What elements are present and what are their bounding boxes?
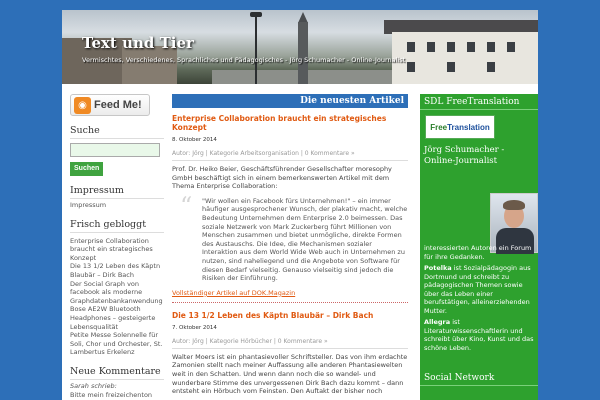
header-banner	[62, 10, 538, 84]
social-network-heading: Social Network	[420, 370, 538, 386]
banner-window	[507, 42, 515, 52]
coauthor-text: ist Literaturwissenschaftlerin und schreibt über Kino, Kunst und das schöne Leben.	[424, 318, 534, 352]
logo-part: Free	[430, 122, 448, 132]
banner-house	[392, 32, 538, 84]
post-meta: Autor: Jörg | Kategorie Hörbücher | 0 Kommentare »	[172, 338, 408, 349]
post-1	[172, 114, 408, 303]
post-date: 7. Oktober 2014	[172, 324, 217, 331]
site-description: Vermischtes, Verschiedenes, Sprachliches und Pädagogisches - Jörg Schumacher - Online-Journalist	[82, 56, 406, 64]
main-content	[172, 94, 408, 396]
recent-post-link[interactable]: Graphdatenbankanwendung	[70, 296, 163, 305]
post-title-link[interactable]: Die 13 1/2 Leben des Käptn Blaubär – Dirk Bach	[172, 310, 374, 320]
coauthor-text: ist Sozialpädagogin aus Dortmund und schreibt zu pädagogischen Themen sowie über das Leben einer berufstätigen, alleinerziehenden Mutter.	[424, 264, 531, 315]
recent-post-link[interactable]: Konzept	[70, 253, 97, 262]
photo-hair	[503, 200, 525, 210]
rss-icon: ◉	[74, 97, 91, 114]
freetranslation-logo-link[interactable]	[425, 115, 495, 139]
comments-heading: Neue Kommentare	[70, 366, 164, 380]
recent-post-link[interactable]: Enterprise Collaboration	[70, 236, 149, 245]
coauthor-potelka	[424, 264, 534, 316]
left-sidebar	[70, 94, 164, 400]
impressum-link[interactable]: Impressum	[70, 201, 107, 209]
coauthor-name[interactable]: Potelka	[424, 264, 452, 272]
banner-church-tower	[298, 22, 308, 84]
post-2	[172, 311, 408, 396]
post-date: 8. Oktober 2014	[172, 137, 217, 143]
recent-post-link[interactable]: Lebensqualität	[70, 322, 119, 331]
quote-icon: “	[180, 191, 193, 220]
recent-post-link[interactable]: Headphones – gesteigerte	[70, 313, 156, 322]
banner-lamp-post	[255, 14, 257, 84]
banner-window	[467, 42, 475, 52]
banner-window	[447, 42, 455, 52]
main-heading: Die neuesten Artikel	[172, 94, 408, 108]
post-quote	[180, 191, 408, 283]
banner-window	[487, 62, 495, 72]
feed-me-button[interactable]	[70, 94, 150, 116]
recent-post-link[interactable]: Die 13 1/2 Leben des Käptn	[70, 262, 161, 271]
post-meta: Autor: Jörg | Kategorie Arbeitsorganisation | 0 Kommentare »	[172, 150, 408, 161]
recent-posts-list	[70, 237, 164, 357]
search-input[interactable]	[70, 143, 160, 157]
impressum-heading: Impressum	[70, 185, 164, 199]
recent-post-link[interactable]: Blaubär – Dirk Bach	[70, 270, 134, 279]
coauthor-allegra	[424, 318, 534, 352]
search-button[interactable]: Suchen	[70, 162, 103, 176]
banner-window	[447, 62, 455, 72]
full-article-link[interactable]: Vollständiger Artikel auf DOK.Magazin	[172, 289, 408, 303]
recent-post-link[interactable]: facebook als moderne	[70, 288, 143, 297]
banner-window	[487, 42, 495, 52]
coauthor-name[interactable]: Allegra	[424, 318, 451, 326]
post-text: Prof. Dr. Heiko Beier, Geschäftsführender Gesellschafter moresophy GmbH beschäftigt sich in einem bemerkenswerten Artikel mit dem Thema Enterprise Collaboration:	[172, 165, 392, 191]
recent-post-link[interactable]: Der Social Graph von	[70, 279, 140, 288]
comment-author-name: Sarah schrieb:	[70, 381, 117, 390]
recent-post-link[interactable]: braucht ein strategisches	[70, 245, 153, 254]
search-heading: Suche	[70, 125, 164, 139]
post-title-link[interactable]: Enterprise Collaboration braucht ein strategisches Konzept	[172, 114, 387, 132]
author-name: Jörg Schumacher - Online-Journalist	[424, 145, 505, 166]
recent-post-link[interactable]: Lambertus Erkelenz	[70, 348, 135, 357]
recent-posts-heading: Frisch gebloggt	[70, 219, 164, 233]
banner-window	[407, 42, 415, 52]
post-text: Walter Moers ist ein phantasievoller Schriftsteller. Das von ihm erdachte Zamonien stellt nach meiner Auffassung alle anderen Phantasiewelten weit in den Schatten. Und wenn dann noch die so wandel- und wunderbare Stimme des unvergessenen Dirk Bach dazu kommt – dann entsteht ein Hörbuch vom Feinsten. Den Auftakt der bisher noch	[172, 352, 408, 396]
freetranslation-heading: SDL FreeTranslation	[420, 94, 538, 110]
site-title[interactable]: Text und Tier	[82, 34, 194, 52]
right-sidebar	[420, 94, 538, 400]
recent-post-link[interactable]: Petite Messe Solennelle für	[70, 331, 159, 340]
page	[62, 10, 538, 400]
recent-post-link[interactable]: Soli, Chor und Orchester, St.	[70, 339, 163, 348]
recent-post-link[interactable]: Bose AE2W Bluetooth	[70, 305, 141, 314]
blog-text: interessierten Autoren ein Forum für ihre Gedanken.	[424, 244, 532, 261]
freetranslation-logo	[430, 123, 490, 132]
comment-author	[70, 382, 164, 391]
feed-me-label: Feed Me!	[94, 99, 142, 111]
logo-part: Translation	[447, 122, 490, 132]
banner-window	[427, 42, 435, 52]
comment-text[interactable]: Bitte mein freizeichenton	[70, 390, 153, 399]
banner-window	[407, 62, 415, 72]
quote-text: "Wir wollen ein Facebook fürs Unternehmen!" – ein immer häufiger ausgesprochener Wunsch, der plakativ macht, welche Bedeutung Unternehmen dem Enterprise 2.0 beimessen. Das soziale Netzwerk von Mark Zuckerberg führt Millionen von Menschen zusammen und bietet unmögliche, direkte Formen des Austauschs. Die Idee, die Mechanismen sozialer Interaktion aus dem World Wide Web auch in Unternehmen zu nutzen, sind naheliegend und die Angebote von Software für diesen Bedarf vielseitig. Genauso vielseitig sind jedoch die Risiken der Einführung.	[202, 196, 408, 283]
